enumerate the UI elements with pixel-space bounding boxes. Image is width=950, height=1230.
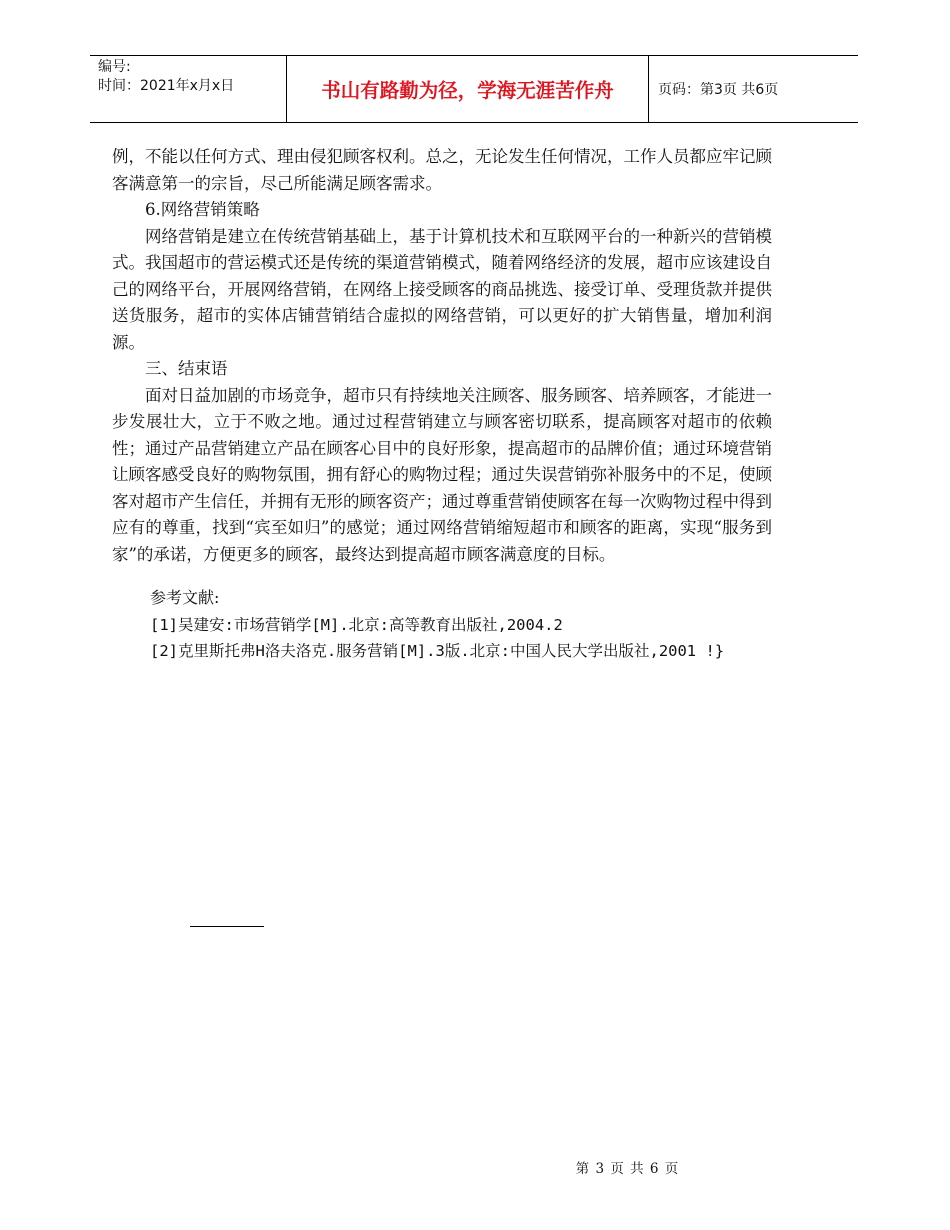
page-header	[90, 55, 858, 123]
document-body	[112, 144, 772, 568]
paragraph: 例，不能以任何方式、理由侵犯顾客权利。总之，无论发生任何情况，工作人员都应牢记顾客满意第一的宗旨，尽己所能满足顾客需求。	[112, 147, 772, 193]
reference-item: [1]吴建安:市场营销学[M].北京:高等教育出版社,2004.2	[150, 615, 563, 634]
reference-item: [2]克里斯托弗H洛夫洛克.服务营销[M].3版.北京:中国人民大学出版社,2001 !}	[150, 642, 725, 660]
references	[112, 585, 772, 665]
header-motto: 书山有路勤为径，学海无涯苦作舟	[287, 56, 649, 122]
document-number-label: 编号:	[98, 59, 131, 75]
section-heading: 6.网络营销策略	[145, 200, 260, 219]
paragraph: 面对日益加剧的市场竞争，超市只有持续地关注顾客、服务顾客、培养顾客，才能进一步发展壮大，立于不败之地。通过过程营销建立与顾客密切联系，提高顾客对超市的依赖性；通过产品营销建立产品在顾客心目中的良好形象，提高超市的品牌价值；通过环境营销让顾客感受良好的购物氛围，拥有舒心的购物过程；通过失误营销弥补服务中的不足，使顾客对超市产生信任，并拥有无形的顾客资产；通过尊重营销使顾客在每一次购物过程中得到应有的尊重，找到“宾至如归”的感觉；通过网络营销缩短超市和顾客的距离，实现“服务到家”的承诺，方便更多的顾客，最终达到提高超市顾客满意度的目标。	[112, 385, 772, 564]
page-footer: 第 3 页 共 6 页	[575, 1161, 680, 1177]
section-heading: 三、结束语	[145, 359, 228, 378]
paragraph: 网络营销是建立在传统营销基础上，基于计算机技术和互联网平台的一种新兴的营销模式。我国超市的营运模式还是传统的渠道营销模式，随着网络经济的发展，超市应该建设自己的网络平台，开展网络营销，在网络上接受顾客的商品挑选、接受订单、受理货款并提供送货服务，超市的实体店铺营销结合虚拟的网络营销，可以更好的扩大销售量，增加利润源。	[112, 226, 772, 352]
footnote-divider	[190, 926, 264, 927]
references-title: 参考文献:	[150, 588, 220, 607]
header-meta	[90, 56, 287, 122]
document-time-label: 时间：2021年x月x日	[98, 78, 235, 94]
header-page-label: 页码：第3页 共6页	[658, 82, 779, 98]
